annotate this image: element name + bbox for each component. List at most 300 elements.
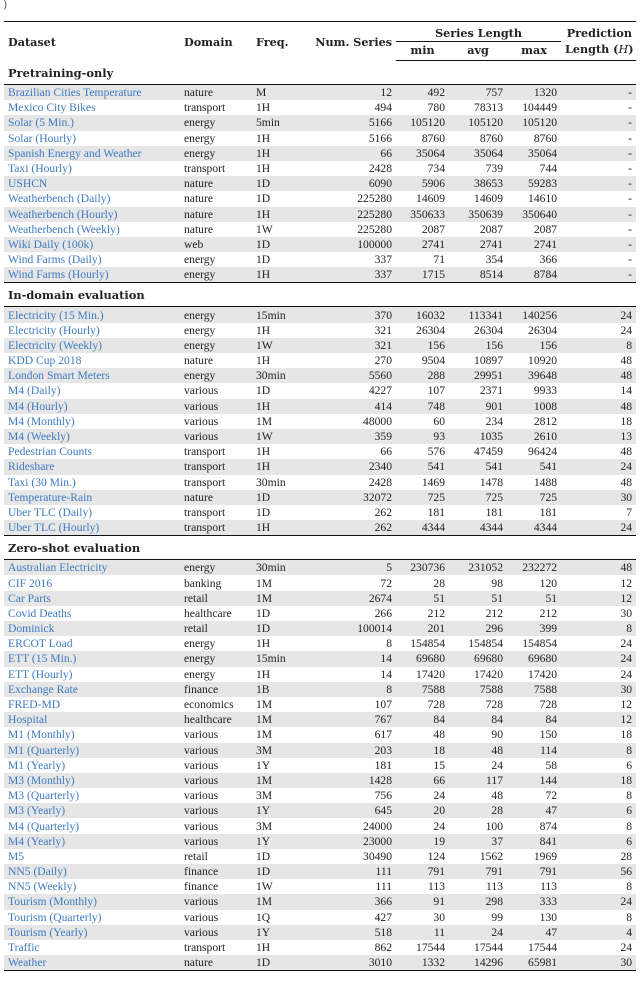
dataset-cell[interactable]: Rideshare [4, 459, 180, 474]
num-series-cell: 12 [304, 85, 396, 101]
freq-cell: 1M [252, 712, 304, 727]
table-row [4, 636, 636, 651]
max-cell: 58 [545, 758, 558, 772]
max-cell: 65981 [507, 955, 561, 971]
max-cell: 2812 [533, 414, 558, 428]
freq-cell: 1D [252, 864, 304, 879]
dataset-cell[interactable]: Brazilian Cities Temperature [4, 85, 180, 101]
min-cell: 748 [396, 399, 449, 414]
avg-cell: 29951 [449, 368, 507, 383]
domain-cell: transport [184, 941, 226, 955]
max-cell: 1008 [507, 399, 561, 414]
max-cell: 35064 [507, 146, 561, 161]
num-series-cell: 270 [374, 354, 392, 368]
domain-cell: transport [184, 475, 226, 489]
min-cell: 60 [433, 414, 445, 428]
min-cell: 91 [396, 894, 449, 909]
dataset-cell[interactable]: Solar (Hourly) [8, 131, 76, 145]
freq-cell: 1D [256, 606, 271, 620]
freq-cell: 1H [256, 323, 271, 337]
prediction-length-cell: 6 [561, 834, 636, 849]
avg-cell: 10897 [474, 354, 503, 368]
dataset-cell[interactable]: Pedestrian Counts [8, 445, 93, 459]
dataset-cell[interactable]: Electricity (Hourly) [8, 323, 100, 337]
table-row [4, 222, 636, 237]
min-cell: 156 [396, 338, 449, 353]
num-series-cell: 266 [374, 606, 392, 620]
domain-cell: various [184, 758, 219, 772]
freq-cell: 1D [256, 849, 271, 863]
max-cell: 744 [539, 162, 558, 176]
table-row [4, 758, 636, 773]
avg-cell: 791 [449, 864, 507, 879]
prediction-length-cell: 30 [561, 682, 636, 697]
dataset-cell[interactable]: Electricity (Weekly) [4, 338, 180, 353]
dataset-cell[interactable]: KDD Cup 2018 [8, 354, 82, 368]
num-series-cell: 8 [304, 682, 396, 697]
freq-cell: 1W [256, 222, 273, 236]
table-row [4, 414, 636, 429]
prediction-length-cell: 24 [561, 651, 636, 666]
dataset-cell[interactable]: CIF 2016 [8, 576, 53, 590]
table-row [4, 176, 636, 191]
max-cell: 113 [540, 880, 558, 894]
table-row [4, 383, 636, 398]
dataset-cell[interactable]: Taxi (Hourly) [8, 162, 72, 176]
prediction-length-cell: - [561, 267, 636, 283]
dataset-cell[interactable]: Wind Farms (Daily) [8, 253, 102, 267]
avg-cell: 156 [449, 338, 507, 353]
freq-cell: 1D [252, 490, 304, 505]
table-row [4, 879, 636, 894]
min-cell: 576 [427, 445, 445, 459]
table-row [4, 490, 636, 505]
avg-cell: 17544 [474, 941, 503, 955]
avg-cell: 26304 [474, 323, 503, 337]
min-cell: 11 [396, 925, 449, 940]
freq-cell: 1D [256, 384, 271, 398]
section-title: Pretraining-only [4, 61, 636, 85]
domain-cell: healthcare [184, 606, 232, 620]
num-series-cell: 24000 [363, 819, 392, 833]
freq-cell: 1D [252, 955, 304, 971]
dataset-cell[interactable]: Tourism (Monthly) [4, 894, 180, 909]
freq-cell: 1W [252, 338, 304, 353]
avg-cell: 117 [449, 773, 507, 788]
dataset-cell[interactable]: M4 (Weekly) [4, 429, 180, 444]
prediction-length-cell: - [561, 176, 636, 191]
max-cell: 8760 [533, 131, 558, 145]
table-row [4, 925, 636, 940]
dataset-cell[interactable]: M3 (Yearly) [4, 803, 180, 818]
num-series-cell: 111 [304, 864, 396, 879]
dataset-cell[interactable]: Taxi (30 Min.) [8, 475, 76, 489]
min-cell: 17544 [416, 941, 445, 955]
min-cell: 51 [396, 591, 449, 606]
dataset-cell[interactable]: Tourism (Quarterly) [8, 910, 102, 924]
dataset-cell[interactable]: London Smart Meters [4, 368, 180, 383]
dataset-cell[interactable]: M3 (Monthly) [4, 773, 180, 788]
min-cell: 16032 [396, 307, 449, 323]
freq-cell: 1H [256, 667, 271, 681]
prediction-length-cell: 13 [561, 429, 636, 444]
domain-cell: energy [184, 253, 216, 267]
table-row [4, 773, 636, 788]
table-row [4, 712, 636, 727]
dataset-cell[interactable]: Exchange Rate [4, 682, 180, 697]
freq-cell: 1D [256, 505, 271, 519]
min-cell: 17420 [416, 667, 445, 681]
min-cell: 15 [433, 758, 445, 772]
prediction-length-cell: - [561, 237, 636, 252]
num-series-cell: 225280 [357, 222, 392, 236]
domain-cell: energy [180, 338, 252, 353]
dataset-cell[interactable]: M4 (Monthly) [8, 414, 75, 428]
min-cell: 201 [396, 621, 449, 636]
prediction-length-cell: 6 [561, 803, 636, 818]
max-cell: 7588 [507, 682, 561, 697]
num-series-cell: 2340 [304, 459, 396, 474]
domain-cell: nature [184, 222, 213, 236]
min-cell: 9504 [421, 354, 445, 368]
dataset-cell[interactable]: Australian Electricity [4, 560, 180, 576]
freq-cell: 1H [256, 131, 271, 145]
dataset-cell[interactable]: Weatherbench (Hourly) [4, 207, 180, 222]
dataset-cell[interactable]: M4 (Hourly) [4, 399, 180, 414]
section-header [4, 61, 636, 85]
table-row [4, 207, 636, 222]
max-cell: 156 [507, 338, 561, 353]
domain-cell: energy [184, 637, 216, 651]
domain-cell: energy [180, 560, 252, 576]
table-row [4, 955, 636, 971]
table-row [4, 475, 636, 490]
table-row [4, 849, 636, 864]
table-row [4, 368, 636, 383]
table-row [4, 505, 636, 520]
dataset-cell[interactable]: ERCOT Load [8, 637, 73, 651]
table-row [4, 682, 636, 697]
avg-cell: 48 [449, 743, 507, 758]
min-cell: 24 [433, 819, 445, 833]
min-cell: 4344 [396, 520, 449, 536]
domain-cell: various [184, 384, 219, 398]
prediction-length-cell: 30 [561, 490, 636, 505]
avg-cell: 354 [485, 253, 503, 267]
prediction-length-cell: 30 [620, 606, 633, 620]
header-avg: avg [449, 42, 507, 61]
prediction-length-cell: 8 [626, 819, 633, 833]
max-cell: 212 [539, 606, 558, 620]
prediction-length-cell: - [628, 101, 633, 115]
avg-cell: 2741 [449, 237, 507, 252]
prediction-length-cell: 12 [620, 698, 633, 712]
max-cell: 47 [507, 925, 561, 940]
freq-cell: 1W [256, 880, 273, 894]
avg-cell: 37 [449, 834, 507, 849]
freq-cell: 3M [252, 743, 304, 758]
avg-cell: 1478 [479, 475, 503, 489]
dataset-cell[interactable]: Wiki Daily (100k) [4, 237, 180, 252]
max-cell: 14610 [528, 192, 558, 206]
max-cell: 39648 [507, 368, 561, 383]
max-cell: 47 [507, 803, 561, 818]
avg-cell: 725 [449, 490, 507, 505]
max-cell: 51 [507, 591, 561, 606]
num-series-cell: 100014 [304, 621, 396, 636]
table-row [4, 575, 636, 590]
dataset-cell[interactable]: Covid Deaths [8, 606, 72, 620]
table-row [4, 252, 636, 267]
domain-cell: finance [184, 880, 219, 894]
max-cell: 2741 [507, 237, 561, 252]
prediction-length-cell: 12 [561, 591, 636, 606]
num-series-cell: 100000 [304, 237, 396, 252]
freq-cell: 5min [252, 115, 304, 130]
domain-cell: retail [180, 591, 252, 606]
num-series-cell: 359 [304, 429, 396, 444]
num-series-cell: 2674 [304, 591, 396, 606]
prediction-length-cell: 24 [620, 941, 633, 955]
max-cell: 84 [507, 712, 561, 727]
max-cell: 181 [539, 505, 558, 519]
freq-cell: 1H [252, 520, 304, 536]
freq-cell: 1H [252, 459, 304, 474]
prediction-length-cell: 24 [620, 323, 633, 337]
domain-cell: various [184, 789, 219, 803]
domain-cell: energy [180, 307, 252, 323]
dataset-cell[interactable]: Spanish Energy and Weather [4, 146, 180, 161]
dataset-cell[interactable]: Electricity (15 Min.) [4, 307, 180, 323]
domain-cell: transport [180, 520, 252, 536]
dataset-cell[interactable]: M4 (Yearly) [4, 834, 180, 849]
dataset-cell[interactable]: Temperature-Rain [4, 490, 180, 505]
prediction-length-cell: 4 [561, 925, 636, 940]
domain-cell: nature [180, 955, 252, 971]
min-cell: 28 [433, 576, 445, 590]
avg-cell: 38653 [449, 176, 507, 191]
num-series-cell: 617 [374, 728, 392, 742]
domain-cell: energy [180, 368, 252, 383]
num-series-cell: 8 [386, 637, 392, 651]
avg-cell: 100 [485, 819, 503, 833]
dataset-cell[interactable]: M1 (Yearly) [8, 758, 66, 772]
num-series-cell: 5560 [304, 368, 396, 383]
max-cell: 1320 [507, 85, 561, 101]
table-row [4, 727, 636, 742]
num-series-cell: 518 [304, 925, 396, 940]
dataset-cell[interactable]: Weather [4, 955, 180, 971]
prediction-length-cell: - [628, 162, 633, 176]
min-cell: 35064 [396, 146, 449, 161]
avg-cell: 51 [449, 591, 507, 606]
table-row [4, 803, 636, 818]
section-title: In-domain evaluation [4, 283, 636, 307]
dataset-cell[interactable]: Weatherbench (Daily) [8, 192, 111, 206]
min-cell: 212 [427, 606, 445, 620]
num-series-cell: 321 [374, 323, 392, 337]
dataset-cell[interactable]: Uber TLC (Daily) [8, 505, 93, 519]
prediction-length-cell: 8 [561, 338, 636, 353]
freq-cell: 1M [252, 591, 304, 606]
num-series-cell: 23000 [304, 834, 396, 849]
max-cell: 9933 [533, 384, 558, 398]
prediction-length-cell: 12 [620, 576, 633, 590]
prediction-length-cell: - [628, 192, 633, 206]
max-cell: 399 [507, 621, 561, 636]
table-row [4, 267, 636, 283]
dataset-cell[interactable]: Solar (5 Min.) [4, 115, 180, 130]
table-row [4, 864, 636, 879]
dataset-cell[interactable]: ETT (15 Min.) [4, 651, 180, 666]
prediction-length-cell: 8 [626, 880, 633, 894]
prediction-length-cell: - [561, 85, 636, 101]
num-series-cell: 1428 [304, 773, 396, 788]
domain-cell: nature [184, 192, 213, 206]
avg-cell: 24 [449, 925, 507, 940]
dataset-cell[interactable]: Dominick [4, 621, 180, 636]
table-row [4, 353, 636, 368]
avg-cell: 8760 [479, 131, 503, 145]
max-cell: 104449 [522, 101, 558, 115]
avg-cell: 2087 [479, 222, 503, 236]
freq-cell: 1H [256, 354, 271, 368]
domain-cell: retail [184, 849, 208, 863]
dataset-cell[interactable]: NN5 (Daily) [4, 864, 180, 879]
prediction-length-cell: - [561, 207, 636, 222]
dataset-cell[interactable]: Wind Farms (Hourly) [4, 267, 180, 283]
domain-cell: various [180, 773, 252, 788]
table-row [4, 788, 636, 803]
dataset-cell[interactable]: FRED-MD [8, 698, 61, 712]
freq-cell: 1M [256, 698, 273, 712]
min-cell: 107 [427, 384, 445, 398]
freq-cell: 1H [252, 267, 304, 283]
dataset-cell[interactable]: M4 (Quarterly) [8, 819, 80, 833]
dataset-cell[interactable]: Traffic [8, 941, 40, 955]
freq-cell: 1M [256, 728, 273, 742]
table-row [4, 146, 636, 161]
freq-cell: 1H [252, 146, 304, 161]
max-cell: 96424 [528, 445, 558, 459]
freq-cell: 1D [252, 176, 304, 191]
dataset-cell[interactable]: Tourism (Yearly) [4, 925, 180, 940]
domain-cell: economics [184, 698, 234, 712]
dataset-cell[interactable]: Car Parts [4, 591, 180, 606]
dataset-cell[interactable]: ETT (Hourly) [8, 667, 73, 681]
num-series-cell: 66 [380, 445, 392, 459]
num-series-cell: 321 [304, 338, 396, 353]
prediction-length-cell: 8 [561, 621, 636, 636]
dataset-cell[interactable]: M1 (Monthly) [8, 728, 75, 742]
min-cell: 725 [396, 490, 449, 505]
dataset-cell[interactable]: USHCN [4, 176, 180, 191]
max-cell: 350640 [507, 207, 561, 222]
header-domain: Domain [180, 22, 252, 61]
table-row [4, 100, 636, 115]
max-cell: 72 [545, 789, 558, 803]
prediction-length-cell: 14 [620, 384, 633, 398]
avg-cell: 154854 [468, 637, 503, 651]
table-row [4, 323, 636, 338]
max-cell: 150 [539, 728, 558, 742]
table-row [4, 161, 636, 176]
caption-fragment: ) [3, 0, 8, 11]
num-series-cell: 366 [304, 894, 396, 909]
domain-cell: various [184, 414, 219, 428]
datasets-table [4, 21, 636, 971]
domain-cell: transport [184, 162, 226, 176]
dataset-cell[interactable]: M3 (Quarterly) [8, 789, 80, 803]
avg-cell: 48 [491, 789, 503, 803]
domain-cell: healthcare [180, 712, 252, 727]
dataset-cell[interactable]: Hospital [4, 712, 180, 727]
max-cell: 728 [539, 698, 558, 712]
max-cell: 17420 [528, 667, 558, 681]
prediction-length-cell: 48 [561, 368, 636, 383]
header-dataset: Dataset [4, 22, 180, 61]
table-row [4, 940, 636, 955]
prediction-length-cell: 24 [561, 307, 636, 323]
table-row [4, 651, 636, 666]
freq-cell: 1Q [256, 910, 271, 924]
dataset-cell[interactable]: Mexico City Bikes [8, 101, 96, 115]
max-cell: 154854 [522, 637, 558, 651]
dataset-cell[interactable]: M4 (Daily) [8, 384, 61, 398]
num-series-cell: 370 [304, 307, 396, 323]
min-cell: 230736 [396, 560, 449, 576]
max-cell: 114 [507, 743, 561, 758]
min-cell: 5906 [396, 176, 449, 191]
avg-cell: 14609 [474, 192, 503, 206]
num-series-cell: 5166 [304, 115, 396, 130]
prediction-length-cell: - [628, 222, 633, 236]
prediction-length-cell: - [561, 146, 636, 161]
header-length: Length (H) [561, 42, 636, 61]
header-min: min [396, 42, 449, 61]
table-row [4, 894, 636, 909]
prediction-length-cell: 48 [561, 560, 636, 576]
domain-cell: nature [180, 207, 252, 222]
num-series-cell: 862 [374, 941, 392, 955]
domain-cell: energy [180, 115, 252, 130]
num-series-cell: 72 [380, 576, 392, 590]
domain-cell: energy [184, 667, 216, 681]
dataset-cell[interactable]: NN5 (Weekly) [8, 880, 77, 894]
num-series-cell: 2428 [368, 162, 392, 176]
num-series-cell: 225280 [357, 192, 392, 206]
min-cell: 791 [396, 864, 449, 879]
num-series-cell: 494 [374, 101, 392, 115]
num-series-cell: 5166 [368, 131, 392, 145]
max-cell: 333 [507, 894, 561, 909]
avg-cell: 231052 [449, 560, 507, 576]
dataset-cell[interactable]: M5 [8, 849, 25, 863]
avg-cell: 24 [491, 758, 503, 772]
num-series-cell: 14 [304, 651, 396, 666]
max-cell: 366 [539, 253, 558, 267]
max-cell: 105120 [507, 115, 561, 130]
min-cell: 1332 [396, 955, 449, 971]
min-cell: 8760 [421, 131, 445, 145]
dataset-cell[interactable]: Uber TLC (Hourly) [4, 520, 180, 536]
num-series-cell: 30490 [363, 849, 392, 863]
max-cell: 4344 [507, 520, 561, 536]
dataset-cell[interactable]: M1 (Quarterly) [4, 743, 180, 758]
dataset-cell[interactable]: Weatherbench (Weekly) [8, 222, 120, 236]
domain-cell: energy [184, 323, 216, 337]
domain-cell: various [180, 429, 252, 444]
